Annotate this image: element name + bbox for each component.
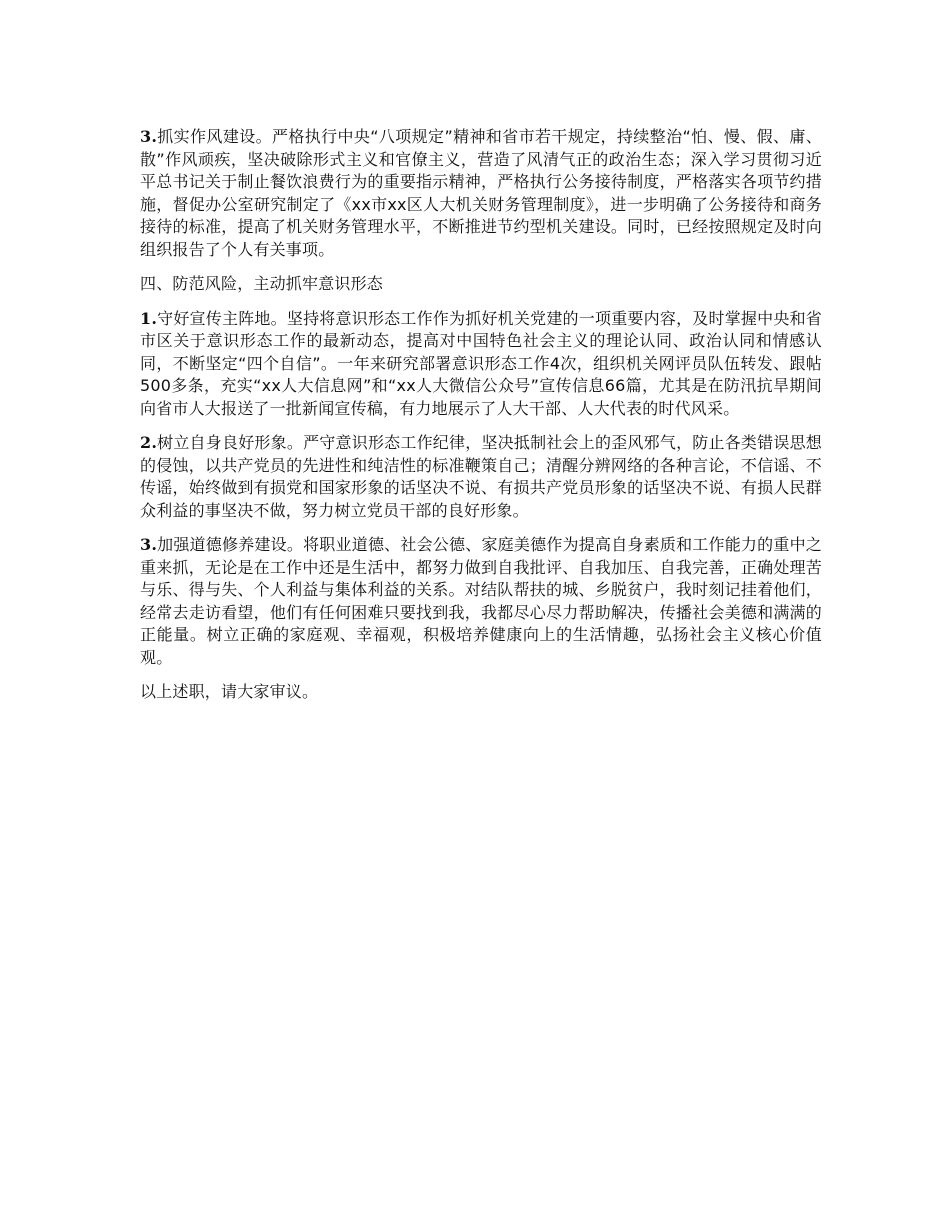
closing-line [140,681,822,704]
paragraph-text: 树立自身良好形象。严守意识形态工作纪律，坚决抵制社会上的歪风邪气，防止各类错误思想的侵蚀，以共产党员的先进性和纯洁性的标准鞭策自己；清醒分辨网络的各种言论，不信谣、不传谣，始终做到有损党和国家形象的话坚决不说、有损共产党员形象的话坚决不说、有损人民群众利益的事坚决不做，努力树立党员干部的良好形象。 [140,433,822,520]
heading-text: 四、防范风险，主动抓牢意识形态 [140,274,384,293]
paragraph-propaganda [140,308,822,421]
item-number: 1. [140,308,158,328]
paragraph-work-style [140,126,822,261]
paragraph-image [140,432,822,522]
item-number: 3. [140,127,158,146]
paragraph-morality [140,534,822,669]
closing-text: 以上述职，请大家审议。 [140,682,319,701]
paragraph-text: 抓实作风建设。严格执行中央“八项规定”精神和省市若干规定，持续整治“怕、慢、假、庸、散”作风顽疾，坚决破除形式主义和官僚主义，营造了风清气正的政治生态；深入学习贯彻习近平总书记关于制止餐饮浪费行为的重要指示精神，严格执行公务接待制度，严格落实各项节约措施，督促办公室研究制定了《xx市xx区人大机关财务管理制度》，进一步明确了公务接待和商务接待的标准，提高了机关财务管理水平，不断推进节约型机关建设。同时，已经按照规定及时向组织报告了个人有关事项。 [140,127,822,259]
item-number: 3. [140,535,158,554]
document-body [140,126,822,716]
section-heading [140,273,822,296]
item-number: 2. [140,433,158,452]
paragraph-text: 守好宣传主阵地。坚持将意识形态工作作为抓好机关党建的一项重要内容，及时掌握中央和省市区关于意识形态工作的最新动态，提高对中国特色社会主义的理论认同、政治认同和情感认同，不断坚定“四个自信”。一年来研究部署意识形态工作4次，组织机关网评员队伍转发、跟帖500多条，充实“xx人大信息网”和“xx人大微信公众号”宣传信息66篇，尤其是在防汛抗旱期间向省市人大报送了一批新闻宣传稿，有力地展示了人大干部、人大代表的时代风采。 [140,308,822,418]
paragraph-text: 加强道德修养建设。将职业道德、社会公德、家庭美德作为提高自身素质和工作能力的重中之重来抓，无论是在工作中还是生活中，都努力做到自我批评、自我加压、自我完善，正确处理苦与乐、得与失、个人利益与集体利益的关系。对结队帮扶的城、乡脱贫户，我时刻记挂着他们，经常去走访看望，他们有任何困难只要找到我，我都尽心尽力帮助解决，传播社会美德和满满的正能量。树立正确的家庭观、幸福观，积极培养健康向上的生活情趣，弘扬社会主义核心价值观。 [140,535,822,667]
